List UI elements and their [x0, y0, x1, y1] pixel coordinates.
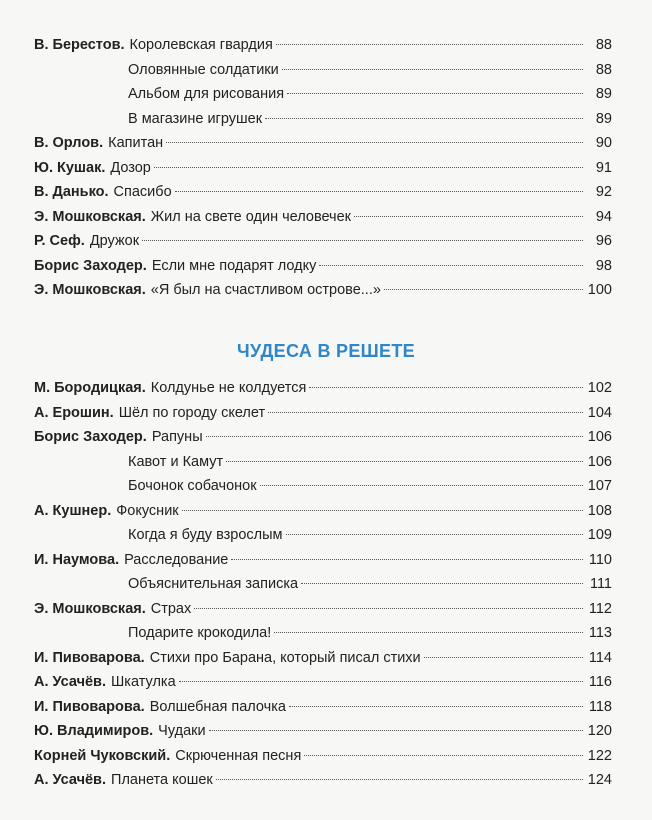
toc-entry: [34, 205, 612, 230]
toc-entry-page: 88: [595, 61, 612, 78]
toc-entry: [34, 58, 612, 83]
toc-entry-author: Ю. Владимиров.: [34, 723, 154, 739]
toc-leader-dots: [424, 657, 583, 658]
toc-leader-dots: [354, 216, 583, 217]
toc-entry-page: 106: [587, 453, 612, 470]
toc-entry-page: 92: [595, 184, 612, 200]
toc-entry-author: И. Пивоварова.: [34, 649, 145, 666]
toc-leader-dots: [216, 779, 583, 780]
toc-entry-title: Планета кошек: [111, 772, 213, 788]
toc-leader-dots: [304, 755, 583, 756]
toc-entry-page: 108: [587, 502, 612, 519]
toc-leader-dots: [276, 44, 583, 45]
toc-entry-author: И. Пивоварова.: [34, 698, 145, 715]
toc-entry: [34, 499, 612, 524]
toc-entry: [34, 719, 612, 744]
toc-entry-page: 89: [595, 110, 612, 127]
toc-entry: [34, 107, 612, 132]
toc-entry-title: Волшебная палочка: [149, 698, 286, 715]
toc-entry: [34, 768, 612, 793]
toc-entry-author: В. Орлов.: [34, 135, 104, 151]
toc-leader-dots: [206, 436, 583, 437]
toc-entry-page: 118: [588, 698, 612, 715]
toc-entry-title: Шёл по городу скелет: [118, 404, 266, 421]
toc-entry-page: 109: [587, 527, 612, 543]
toc-entry-title: Объяснительная записка: [128, 576, 299, 592]
toc-entry-author: Корней Чуковский.: [34, 747, 171, 764]
toc-entry-page: 98: [595, 257, 612, 274]
toc-entry-page: 89: [595, 86, 612, 102]
toc-leader-dots: [231, 559, 583, 560]
toc-leader-dots: [194, 608, 583, 609]
toc-entry-title: В магазине игрушек: [128, 110, 263, 127]
toc-entry: [34, 572, 612, 597]
toc-entry: [34, 229, 612, 254]
toc-entry-title: Капитан: [108, 135, 164, 151]
toc-entry-author: Борис Заходер.: [34, 257, 147, 274]
toc-leader-dots: [319, 265, 583, 266]
toc-entry-title: Подарите крокодила!: [128, 625, 272, 641]
toc-entry-page: 107: [587, 478, 612, 494]
toc-entry-title: Жил на свете один человечек: [150, 208, 352, 225]
toc-entry-author: М. Бородицкая.: [34, 380, 146, 396]
toc-entry-author: А. Кушнер.: [34, 502, 112, 519]
toc-entry-title: Оловянные солдатики: [128, 61, 279, 78]
toc-leader-dots: [309, 387, 583, 388]
toc-entry-title: Когда я буду взрослым: [128, 527, 283, 543]
toc-entry-page: 104: [587, 404, 612, 421]
toc-section-1: [34, 33, 612, 303]
toc-leader-dots: [260, 485, 583, 486]
toc-entry-page: 113: [588, 625, 612, 641]
toc-entry-title: Колдунье не колдуется: [150, 380, 307, 396]
toc-section-2: [34, 376, 612, 793]
toc-entry: [34, 254, 612, 279]
toc-entry: [34, 646, 612, 671]
toc-entry: [34, 180, 612, 205]
toc-entry-title: Фокусник: [116, 502, 179, 519]
toc-entry-author: Э. Мошковская.: [34, 282, 146, 298]
toc-entry-page: 122: [587, 747, 612, 764]
toc-entry: [34, 278, 612, 303]
toc-entry: [34, 450, 612, 475]
toc-leader-dots: [384, 289, 583, 290]
toc-entry: [34, 82, 612, 107]
toc-leader-dots: [268, 412, 583, 413]
toc-leader-dots: [287, 93, 583, 94]
toc-entry-author: Ю. Кушак.: [34, 159, 106, 176]
toc-entry: [34, 425, 612, 450]
toc-entry-page: 100: [587, 282, 612, 298]
toc-leader-dots: [154, 167, 583, 168]
toc-entry-author: А. Усачёв.: [34, 772, 107, 788]
toc-entry-title: Бочонок собачонок: [128, 478, 257, 494]
toc-entry-author: Э. Мошковская.: [34, 600, 146, 617]
toc-entry-author: А. Усачёв.: [34, 674, 107, 690]
toc-leader-dots: [301, 583, 583, 584]
toc-entry-title: Кавот и Камут: [128, 453, 224, 470]
toc-entry-title: Шкатулка: [111, 674, 176, 690]
toc-entry-page: 116: [588, 674, 612, 690]
toc-entry-author: Э. Мошковская.: [34, 208, 146, 225]
toc-entry-title: Королевская гвардия: [129, 37, 273, 53]
toc-entry-title: Дозор: [110, 159, 151, 176]
toc-leader-dots: [175, 191, 583, 192]
toc-entry: [34, 131, 612, 156]
toc-entry-page: 96: [595, 233, 612, 249]
toc-leader-dots: [289, 706, 583, 707]
toc-entry: [34, 744, 612, 769]
toc-entry-page: 124: [587, 772, 612, 788]
toc-entry-page: 110: [588, 551, 612, 568]
toc-entry-author: Р. Сеф.: [34, 233, 85, 249]
toc-entry: [34, 33, 612, 58]
toc-entry-page: 94: [595, 208, 612, 225]
toc-entry-page: 91: [595, 159, 612, 176]
toc-entry-title: Стихи про Барана, который писал стихи: [149, 649, 421, 666]
toc-entry-title: Чудаки: [158, 723, 206, 739]
toc-entry: [34, 621, 612, 646]
toc-entry: [34, 156, 612, 181]
toc-leader-dots: [226, 461, 583, 462]
toc-entry-author: Борис Заходер.: [34, 429, 147, 445]
toc-entry-title: Расследование: [124, 551, 229, 568]
toc-leader-dots: [142, 240, 583, 241]
toc-entry-title: Страх: [150, 600, 192, 617]
toc-entry-title: Альбом для рисования: [128, 86, 285, 102]
toc-entry-title: Дружок: [89, 233, 140, 249]
section-heading: ЧУДЕСА В РЕШЕТЕ: [237, 341, 415, 361]
toc-leader-dots: [274, 632, 583, 633]
toc-entry: [34, 523, 612, 548]
toc-entry: [34, 474, 612, 499]
toc-entry-title: Рапуны: [151, 429, 203, 445]
toc-entry: [34, 376, 612, 401]
toc-entry: [34, 695, 612, 720]
toc-entry: [34, 401, 612, 426]
toc-entry-page: 102: [587, 380, 612, 396]
toc-entry-title: Скрюченная песня: [175, 747, 302, 764]
toc-entry-page: 112: [588, 600, 612, 617]
toc-entry-title: «Я был на счастливом острове...»: [150, 282, 381, 298]
toc-entry-title: Спасибо: [113, 184, 172, 200]
toc-leader-dots: [265, 118, 583, 119]
toc-entry-page: 111: [589, 576, 612, 592]
toc-entry: [34, 597, 612, 622]
toc-leader-dots: [209, 730, 583, 731]
toc-entry-page: 88: [595, 37, 612, 53]
toc-entry: [34, 548, 612, 573]
toc-entry-author: И. Наумова.: [34, 551, 120, 568]
toc-leader-dots: [182, 510, 583, 511]
toc-entry-title: Если мне подарят лодку: [151, 257, 317, 274]
toc-entry-page: 106: [587, 429, 612, 445]
toc-entry-page: 90: [595, 135, 612, 151]
toc-entry: [34, 670, 612, 695]
toc-entry-author: В. Данько.: [34, 184, 109, 200]
toc-leader-dots: [179, 681, 583, 682]
toc-leader-dots: [166, 142, 583, 143]
toc-entry-author: А. Ерошин.: [34, 404, 114, 421]
toc-entry-page: 120: [587, 723, 612, 739]
toc-entry-page: 114: [588, 649, 612, 666]
toc-leader-dots: [282, 69, 583, 70]
toc-leader-dots: [286, 534, 584, 535]
toc-entry-author: В. Берестов.: [34, 37, 125, 53]
